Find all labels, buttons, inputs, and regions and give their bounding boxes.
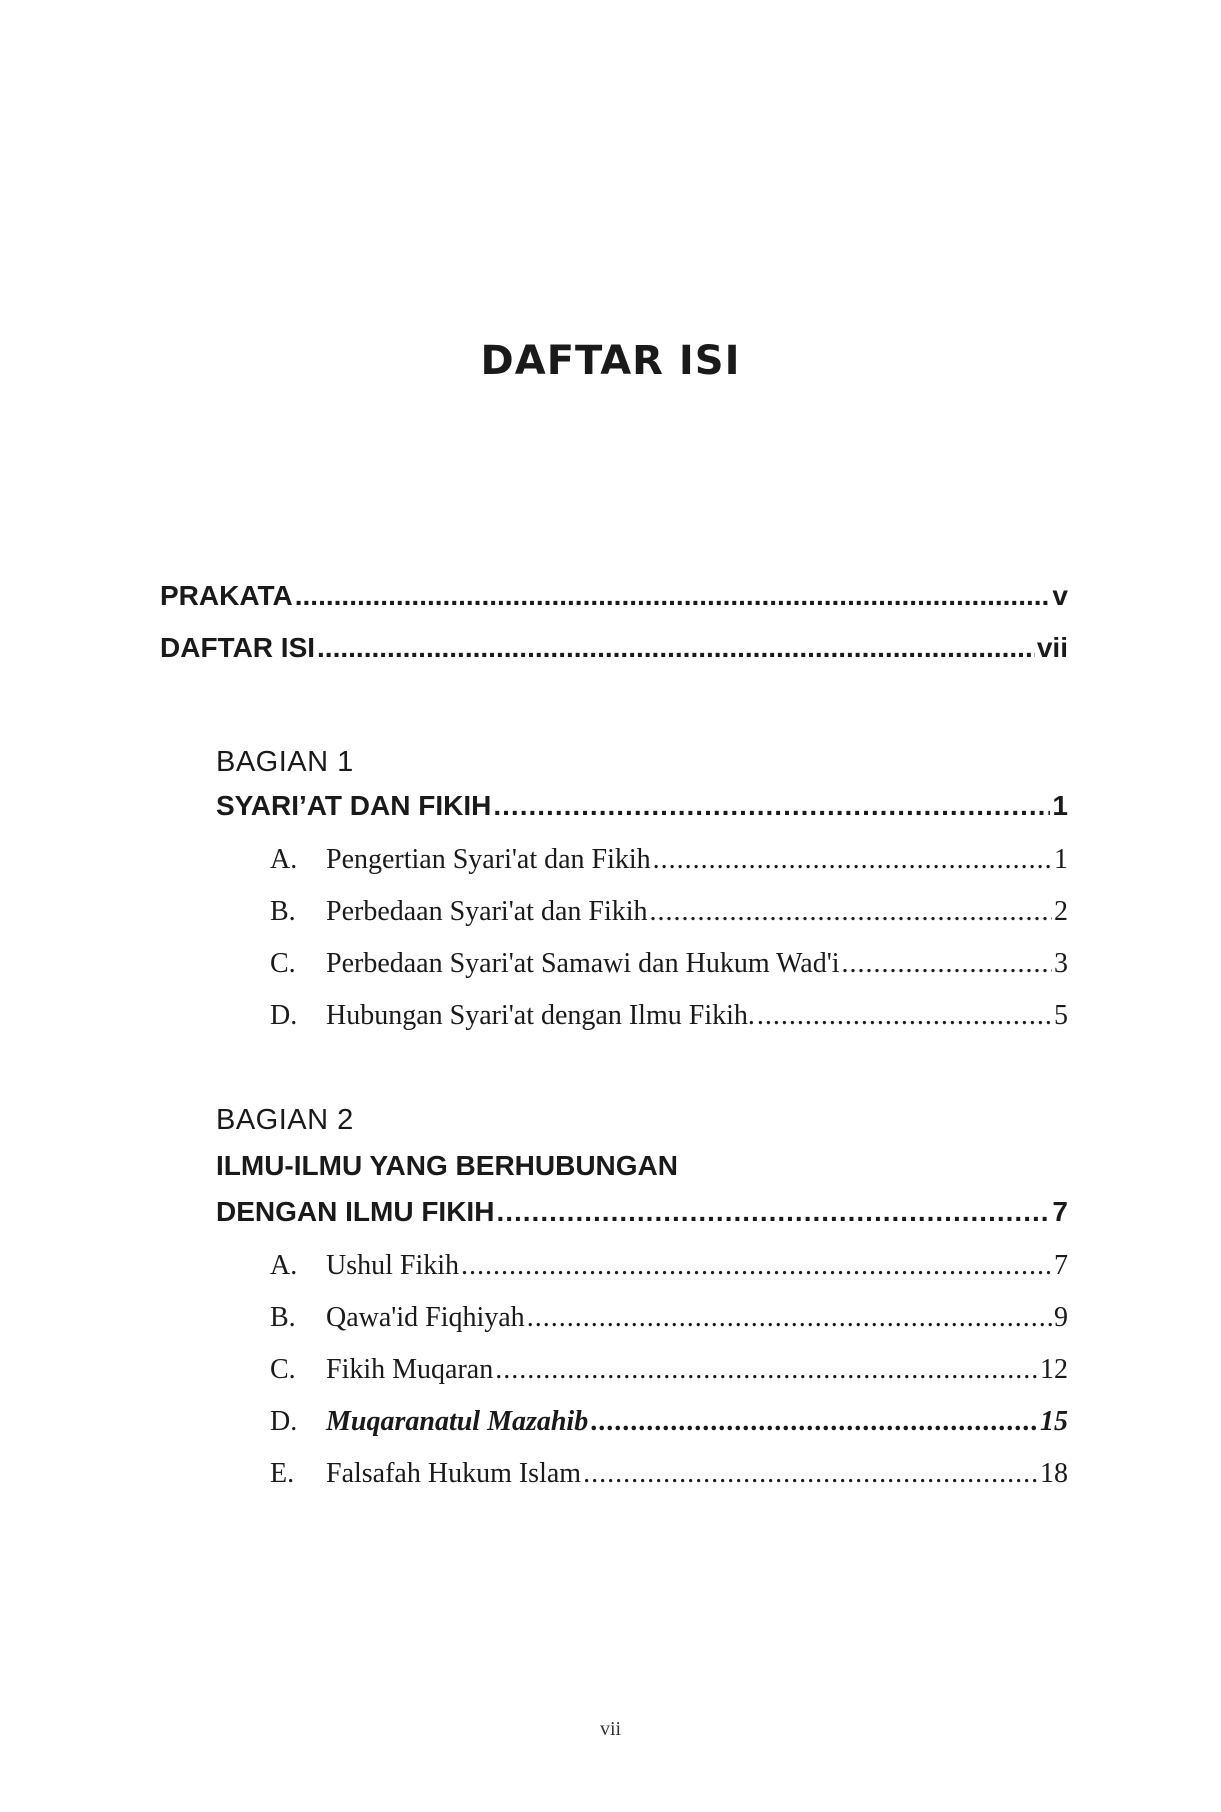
toc-entry-daftar-isi	[160, 632, 1068, 664]
dot-leader	[757, 1000, 1052, 1032]
subentry-title: Muqaranatul Mazahib	[326, 1406, 589, 1437]
toc-subentry	[270, 1406, 1068, 1438]
dot-leader	[583, 1458, 1038, 1490]
chapter-title: SYARI’AT DAN FIKIH	[216, 790, 492, 821]
dot-leader	[527, 1302, 1052, 1334]
toc-subentry	[270, 1000, 1068, 1032]
page-number: vii	[599, 1718, 622, 1740]
part-label: BAGIAN 2	[216, 1104, 354, 1136]
subentry-letter: C.	[270, 948, 296, 979]
dot-leader	[496, 1196, 1050, 1228]
subentry-page: 9	[1054, 1302, 1068, 1333]
toc-subentry	[270, 844, 1068, 876]
toc-entry-page: vii	[1036, 632, 1068, 663]
subentry-letter: D.	[270, 1000, 298, 1031]
toc-subentry	[270, 1250, 1068, 1282]
subentry-title: Qawa'id Fiqhiyah	[326, 1302, 525, 1333]
part-label: BAGIAN 1	[216, 746, 354, 778]
toc-entry-page: v	[1052, 580, 1068, 611]
dot-leader	[653, 844, 1052, 876]
chapter-page: 7	[1052, 1196, 1068, 1227]
subentry-title: Falsafah Hukum Islam	[326, 1458, 582, 1489]
subentry-letter: B.	[270, 896, 296, 927]
toc-entry-label: PRAKATA	[160, 580, 293, 611]
subentry-title: Ushul Fikih	[326, 1250, 460, 1281]
subentry-page: 7	[1054, 1250, 1068, 1281]
subentry-letter: A.	[270, 844, 298, 875]
chapter-page: 1	[1052, 790, 1068, 821]
chapter-heading	[216, 790, 1068, 822]
subentry-letter: D.	[270, 1406, 298, 1437]
page-title: DAFTAR ISI	[480, 338, 741, 384]
subentry-page: 5	[1054, 1000, 1068, 1031]
dot-leader	[842, 948, 1052, 980]
dot-leader	[650, 896, 1052, 928]
chapter-heading	[216, 1196, 1068, 1228]
subentry-page: 12	[1040, 1354, 1068, 1385]
dot-leader	[295, 580, 1051, 612]
toc-entry-prakata	[160, 580, 1068, 612]
subentry-page: 1	[1054, 844, 1068, 875]
subentry-page: 2	[1054, 896, 1068, 927]
chapter-title: DENGAN ILMU FIKIH	[216, 1196, 495, 1227]
chapter-title-line: ILMU-ILMU YANG BERHUBUNGAN	[216, 1150, 678, 1181]
dot-leader	[493, 790, 1050, 822]
subentry-page: 3	[1054, 948, 1068, 979]
toc-subentry	[270, 1458, 1068, 1490]
toc-subentry	[270, 1354, 1068, 1386]
toc-subentry	[270, 1302, 1068, 1334]
subentry-title: Fikih Muqaran	[326, 1354, 494, 1385]
dot-leader	[590, 1406, 1038, 1438]
toc-subentry	[270, 896, 1068, 928]
subentry-title: Perbedaan Syari'at dan Fikih	[326, 896, 648, 927]
dot-leader	[495, 1354, 1038, 1386]
toc-subentry	[270, 948, 1068, 980]
dot-leader	[461, 1250, 1052, 1282]
subentry-title: Pengertian Syari'at dan Fikih	[326, 844, 651, 875]
subentry-page: 18	[1040, 1458, 1068, 1489]
toc-entry-label: DAFTAR ISI	[160, 632, 316, 663]
subentry-letter: B.	[270, 1302, 296, 1333]
subentry-letter: C.	[270, 1354, 296, 1385]
subentry-letter: E.	[270, 1458, 295, 1489]
dot-leader	[317, 632, 1035, 664]
subentry-letter: A.	[270, 1250, 298, 1281]
subentry-title: Perbedaan Syari'at Samawi dan Hukum Wad'i	[326, 948, 840, 979]
subentry-page: 15	[1040, 1406, 1068, 1437]
subentry-title: Hubungan Syari'at dengan Ilmu Fikih.	[326, 1000, 755, 1031]
